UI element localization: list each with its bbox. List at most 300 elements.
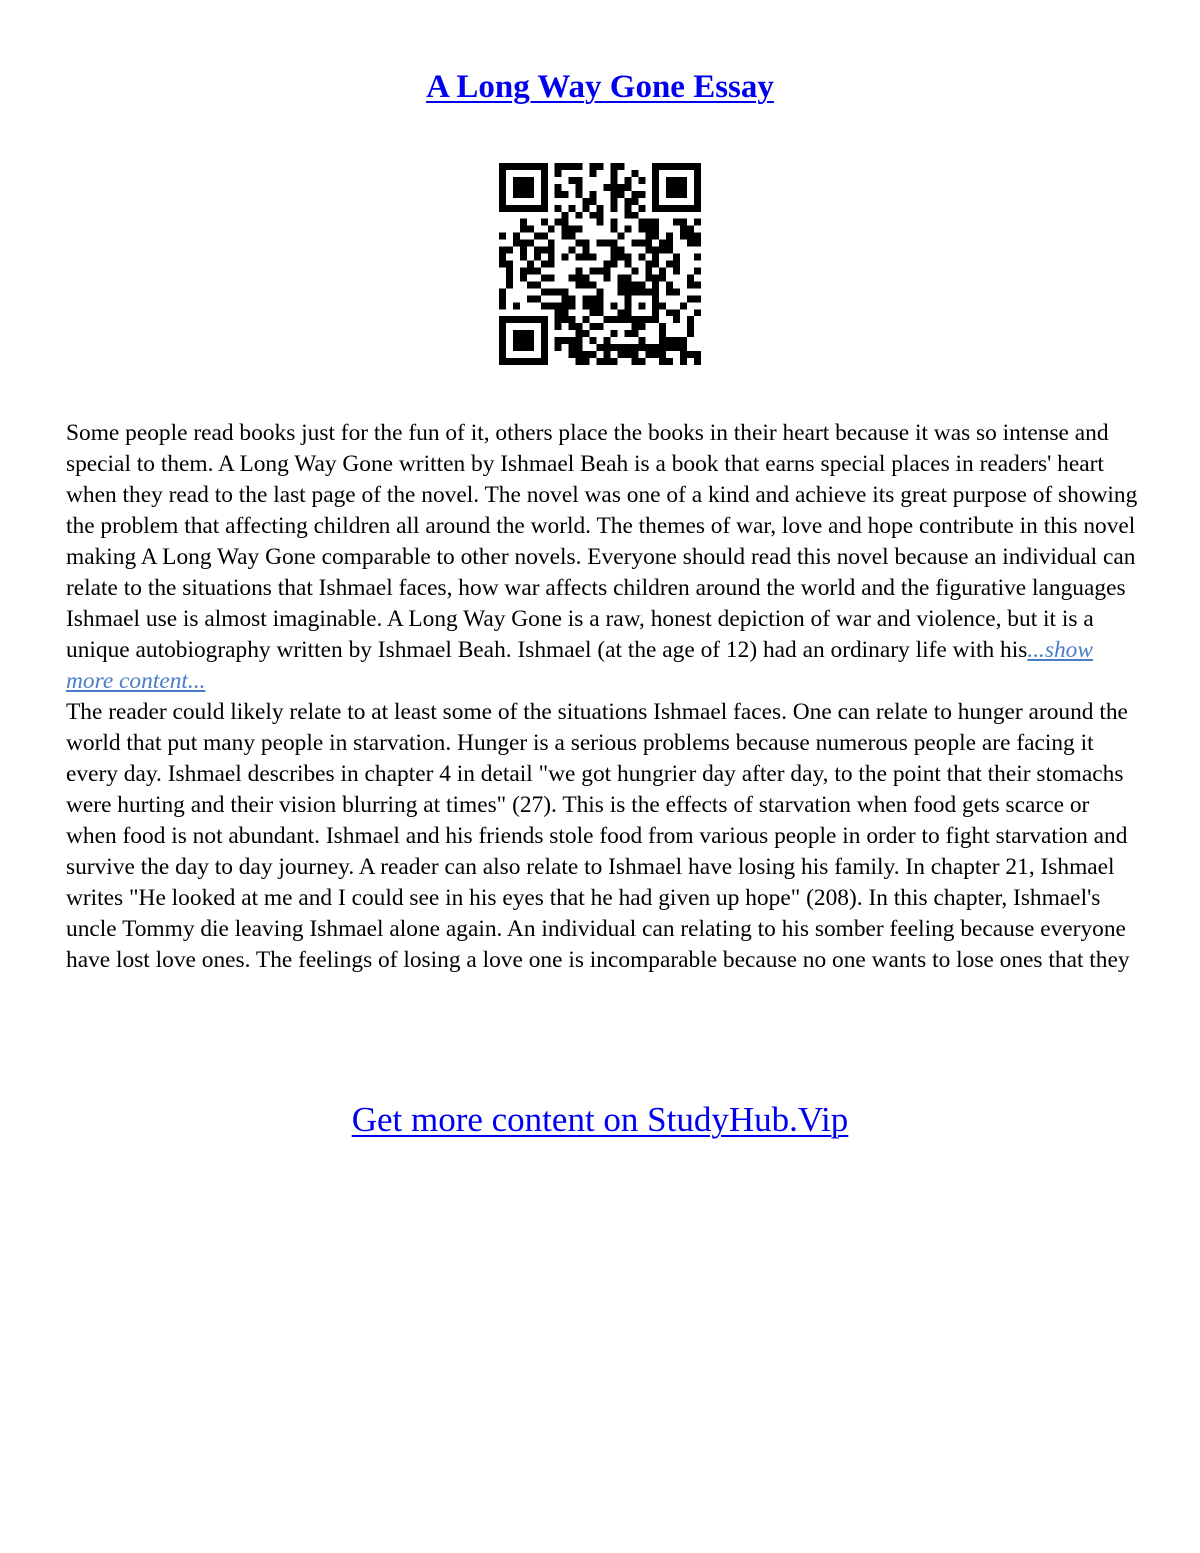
qr-module [631, 344, 638, 351]
qr-module [652, 261, 659, 268]
qr-module [645, 261, 652, 268]
qr-module [555, 344, 562, 351]
qr-module [666, 247, 673, 254]
qr-module [638, 337, 645, 344]
qr-module [506, 358, 513, 365]
qr-module [527, 267, 534, 274]
qr-module [603, 267, 610, 274]
qr-module [499, 351, 506, 358]
qr-module [624, 205, 631, 212]
qr-module [562, 288, 569, 295]
qr-code-icon [499, 163, 701, 365]
qr-module [576, 351, 583, 358]
qr-module [562, 226, 569, 233]
qr-module [680, 358, 687, 365]
qr-module [548, 274, 555, 281]
qr-module [513, 184, 520, 191]
qr-module [624, 198, 631, 205]
qr-module [590, 212, 597, 219]
qr-module [513, 358, 520, 365]
qr-module [576, 267, 583, 274]
qr-module [576, 191, 583, 198]
qr-module [499, 323, 506, 330]
qr-module [673, 184, 680, 191]
qr-module [617, 274, 624, 281]
qr-module [527, 184, 534, 191]
qr-module [590, 309, 597, 316]
qr-module [541, 261, 548, 268]
qr-module [666, 240, 673, 247]
qr-module [680, 184, 687, 191]
qr-module [631, 281, 638, 288]
qr-module [590, 170, 597, 177]
title-link[interactable]: A Long Way Gone Essay [426, 69, 774, 105]
qr-module [680, 351, 687, 358]
qr-module [673, 191, 680, 198]
qr-module [555, 219, 562, 226]
qr-module [673, 177, 680, 184]
qr-module [527, 163, 534, 170]
qr-module [652, 309, 659, 316]
qr-module [652, 254, 659, 261]
qr-module [694, 170, 701, 177]
qr-module [652, 344, 659, 351]
qr-module [659, 247, 666, 254]
qr-module [666, 309, 673, 316]
qr-module [569, 205, 576, 212]
qr-module [513, 191, 520, 198]
qr-module [666, 177, 673, 184]
qr-module [513, 344, 520, 351]
qr-module [610, 254, 617, 261]
qr-module [513, 337, 520, 344]
qr-module [694, 191, 701, 198]
qr-module [590, 295, 597, 302]
studyhub-link[interactable]: Get more content on StudyHub.Vip [351, 1100, 849, 1139]
qr-module [610, 344, 617, 351]
qr-module [541, 274, 548, 281]
qr-module [513, 205, 520, 212]
qr-module [666, 205, 673, 212]
qr-module [666, 344, 673, 351]
qr-module [555, 337, 562, 344]
qr-module [541, 330, 548, 337]
qr-module [603, 358, 610, 365]
qr-module [520, 316, 527, 323]
qr-module [541, 184, 548, 191]
qr-module [569, 163, 576, 170]
qr-module [638, 219, 645, 226]
qr-module [638, 281, 645, 288]
qr-module [666, 163, 673, 170]
qr-module [541, 191, 548, 198]
qr-module [555, 302, 562, 309]
qr-module [527, 226, 534, 233]
qr-module [666, 261, 673, 268]
qr-module [548, 261, 555, 268]
qr-module [610, 247, 617, 254]
qr-module [694, 205, 701, 212]
qr-module [624, 212, 631, 219]
qr-module [541, 288, 548, 295]
qr-module [597, 309, 604, 316]
qr-module [527, 330, 534, 337]
qr-module [666, 191, 673, 198]
qr-module [659, 163, 666, 170]
qr-module [673, 261, 680, 268]
qr-module [562, 302, 569, 309]
qr-module [583, 205, 590, 212]
qr-module [687, 205, 694, 212]
essay-body [66, 418, 1142, 976]
qr-module [659, 337, 666, 344]
qr-module [583, 198, 590, 205]
qr-module [694, 163, 701, 170]
qr-module [534, 281, 541, 288]
qr-module [555, 184, 562, 191]
qr-module [520, 274, 527, 281]
qr-module [569, 323, 576, 330]
qr-module [520, 163, 527, 170]
qr-module [624, 281, 631, 288]
qr-module [652, 288, 659, 295]
qr-module [499, 184, 506, 191]
qr-module [652, 316, 659, 323]
qr-module [694, 184, 701, 191]
qr-module [597, 358, 604, 365]
qr-module [659, 351, 666, 358]
qr-module [555, 323, 562, 330]
qr-module [555, 316, 562, 323]
qr-module [617, 163, 624, 170]
qr-module [513, 302, 520, 309]
qr-module [610, 163, 617, 170]
qr-module [520, 205, 527, 212]
qr-module [534, 233, 541, 240]
qr-module [673, 267, 680, 274]
qr-module [597, 163, 604, 170]
qr-module [673, 219, 680, 226]
qr-module [583, 281, 590, 288]
qr-module [541, 233, 548, 240]
qr-module [513, 233, 520, 240]
qr-module [576, 337, 583, 344]
qr-module [583, 330, 590, 337]
qr-module [631, 351, 638, 358]
qr-module [638, 191, 645, 198]
document-title [0, 66, 1200, 108]
qr-module [617, 254, 624, 261]
qr-module [687, 163, 694, 170]
qr-module [610, 261, 617, 268]
qr-module [631, 198, 638, 205]
qr-module [597, 212, 604, 219]
qr-module [590, 351, 597, 358]
qr-module [645, 316, 652, 323]
qr-module [687, 316, 694, 323]
qr-module [687, 323, 694, 330]
qr-module [603, 274, 610, 281]
qr-module [569, 274, 576, 281]
qr-module [617, 191, 624, 198]
qr-module [624, 344, 631, 351]
qr-module [659, 240, 666, 247]
qr-module [520, 184, 527, 191]
qr-module [590, 163, 597, 170]
qr-module [506, 261, 513, 268]
qr-module [645, 226, 652, 233]
qr-module [645, 219, 652, 226]
qr-module [590, 323, 597, 330]
qr-module [603, 184, 610, 191]
qr-module [520, 254, 527, 261]
qr-module [534, 247, 541, 254]
qr-module [506, 247, 513, 254]
qr-module [610, 177, 617, 184]
qr-module [631, 323, 638, 330]
qr-module [597, 267, 604, 274]
qr-module [583, 351, 590, 358]
qr-module [673, 309, 680, 316]
qr-module [603, 337, 610, 344]
qr-module [638, 302, 645, 309]
qr-module [499, 170, 506, 177]
qr-module [513, 330, 520, 337]
qr-module [624, 177, 631, 184]
qr-module [631, 191, 638, 198]
qr-module [590, 198, 597, 205]
qr-module [687, 240, 694, 247]
qr-module [624, 302, 631, 309]
qr-module [520, 240, 527, 247]
qr-module [576, 254, 583, 261]
qr-module [610, 358, 617, 365]
qr-module [638, 316, 645, 323]
qr-module [687, 274, 694, 281]
qr-module [659, 302, 666, 309]
qr-module [659, 274, 666, 281]
qr-module [548, 240, 555, 247]
qr-module [506, 316, 513, 323]
qr-module [541, 351, 548, 358]
qr-module [617, 184, 624, 191]
qr-module [610, 184, 617, 191]
qr-module [687, 226, 694, 233]
footer-link-container [0, 1097, 1200, 1143]
qr-module [597, 302, 604, 309]
qr-module [569, 344, 576, 351]
qr-module [541, 198, 548, 205]
qr-module [652, 351, 659, 358]
qr-module [680, 163, 687, 170]
qr-module [506, 205, 513, 212]
qr-module [652, 226, 659, 233]
qr-module [548, 254, 555, 261]
qr-module [610, 170, 617, 177]
qr-module [638, 358, 645, 365]
qr-module [610, 219, 617, 226]
qr-module [499, 330, 506, 337]
qr-module [603, 240, 610, 247]
qr-module [687, 330, 694, 337]
qr-module [673, 205, 680, 212]
qr-module [506, 281, 513, 288]
qr-module [555, 170, 562, 177]
qr-module [562, 212, 569, 219]
qr-module [652, 163, 659, 170]
qr-module [617, 344, 624, 351]
qr-module [638, 254, 645, 261]
qr-module [597, 344, 604, 351]
qr-module [680, 337, 687, 344]
qr-module [520, 191, 527, 198]
qr-module [631, 170, 638, 177]
essay-paragraph: The reader could likely relate to at least some of the situations Ishmael faces. One can relate to hunger around the world that put many people in starvation. Hunger is a serious problems because numerous people are facing it every day. Ishmael describes in chapter 4 in detail "we got hungrier day after day, to the point that their stomachs were hurting and their vision blurring at times" (27). This is the effects of starvation when food gets scarce or when food is not abundant. Ishmael and his friends stole food from various people in order to fight starvation and survive the day to day journey. A reader can also relate to Ishmael have losing his family. In chapter 21, Ishmael writes "He looked at me and I could see in his eyes that he had given up hope" (208). In this chapter, Ishmael's uncle Tommy die leaving Ishmael alone again. An individual can relating to his somber feeling because everyone have lost love ones. The feelings of losing a love one is incomparable because no one wants to lose ones that they [66, 699, 1130, 973]
qr-module [624, 309, 631, 316]
qr-module [527, 177, 534, 184]
qr-module [527, 281, 534, 288]
qr-module [534, 205, 541, 212]
qr-module [645, 288, 652, 295]
qr-module [548, 288, 555, 295]
qr-module [624, 226, 631, 233]
qr-module [541, 247, 548, 254]
qr-module [576, 184, 583, 191]
qr-module [562, 316, 569, 323]
qr-module [680, 226, 687, 233]
qr-module [659, 344, 666, 351]
qr-module [499, 344, 506, 351]
qr-module [562, 337, 569, 344]
qr-module [499, 358, 506, 365]
qr-module [659, 358, 666, 365]
qr-module [617, 233, 624, 240]
qr-module [694, 177, 701, 184]
qr-module [638, 226, 645, 233]
qr-module [631, 288, 638, 295]
qr-module [534, 295, 541, 302]
show-more-link[interactable]: ...show more content... [66, 637, 1093, 694]
qr-module [590, 254, 597, 261]
qr-module [652, 281, 659, 288]
qr-module [603, 344, 610, 351]
qr-module [694, 295, 701, 302]
qr-module [541, 316, 548, 323]
qr-module [576, 177, 583, 184]
qr-module [541, 205, 548, 212]
qr-module [583, 240, 590, 247]
qr-module [590, 337, 597, 344]
qr-module [659, 267, 666, 274]
qr-module [617, 351, 624, 358]
qr-module [513, 163, 520, 170]
qr-module [576, 212, 583, 219]
qr-module [506, 274, 513, 281]
qr-module [499, 316, 506, 323]
qr-module [687, 295, 694, 302]
qr-module [590, 191, 597, 198]
qr-module [569, 295, 576, 302]
qr-module [659, 323, 666, 330]
qr-module [541, 358, 548, 365]
qr-module [645, 267, 652, 274]
qr-module [652, 295, 659, 302]
qr-module [624, 295, 631, 302]
qr-module [631, 240, 638, 247]
qr-module [610, 302, 617, 309]
qr-module [680, 177, 687, 184]
qr-module [617, 281, 624, 288]
qr-module [610, 240, 617, 247]
qr-module [645, 240, 652, 247]
qr-module [562, 309, 569, 316]
qr-module [680, 233, 687, 240]
qr-module [597, 295, 604, 302]
qr-module [597, 240, 604, 247]
qr-module [520, 219, 527, 226]
qr-module [520, 177, 527, 184]
qr-module [520, 247, 527, 254]
qr-module [541, 302, 548, 309]
qr-module [666, 288, 673, 295]
qr-module [652, 205, 659, 212]
qr-module [499, 288, 506, 295]
qr-module [569, 177, 576, 184]
qr-module [576, 344, 583, 351]
qr-module [562, 191, 569, 198]
qr-module [548, 226, 555, 233]
qr-module [624, 316, 631, 323]
qr-module [527, 358, 534, 365]
qr-module [624, 274, 631, 281]
qr-module [631, 267, 638, 274]
qr-module [513, 240, 520, 247]
qr-module [694, 233, 701, 240]
qr-module [687, 233, 694, 240]
qr-module [499, 302, 506, 309]
qr-module [569, 337, 576, 344]
qr-module [541, 337, 548, 344]
qr-module [666, 233, 673, 240]
qr-module [597, 288, 604, 295]
qr-module [673, 344, 680, 351]
qr-module [687, 351, 694, 358]
qr-module [617, 309, 624, 316]
qr-module [652, 247, 659, 254]
qr-module [576, 281, 583, 288]
qr-module [534, 316, 541, 323]
qr-module [694, 240, 701, 247]
qr-module [680, 191, 687, 198]
qr-code-graphic [499, 163, 701, 365]
qr-module [576, 323, 583, 330]
qr-module [576, 358, 583, 365]
qr-module [583, 316, 590, 323]
qr-module [652, 274, 659, 281]
qr-module [562, 254, 569, 261]
qr-module [680, 302, 687, 309]
qr-module [548, 302, 555, 309]
qr-module [499, 261, 506, 268]
qr-module [597, 323, 604, 330]
qr-module [541, 170, 548, 177]
qr-module [555, 288, 562, 295]
qr-module [555, 191, 562, 198]
qr-module [499, 191, 506, 198]
qr-module [645, 247, 652, 254]
qr-module [610, 226, 617, 233]
qr-module [631, 212, 638, 219]
